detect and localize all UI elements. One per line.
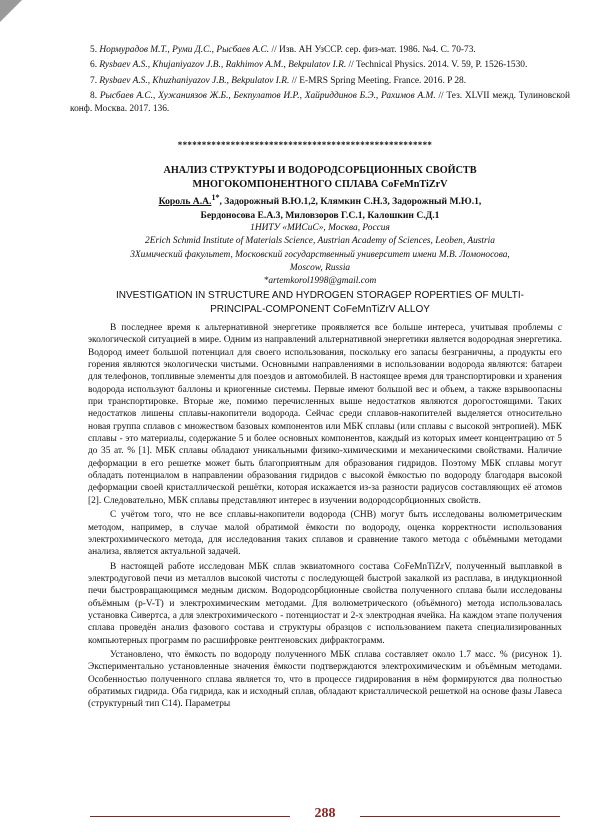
- article-header: [70, 164, 570, 316]
- body-paragraph: С учётом того, что не все сплавы-накопители водорода (СНВ) могут быть исследованы волюметрическим методом, например, в случае малой обратимой ёмкости по водороду, оценка корректности использования электрохимического метода, для исследования таких сплавов и сравнение такого метода с объёмными методами анализа, является актуальной задачей.: [88, 510, 562, 558]
- body-paragraph: Установлено, что ёмкость по водороду полученного МБК сплава составляет около 1.7 масс. % (рисунок 1). Экспериментально установленные значения ёмкости подтверждаются электрохимическим и объёмным методами. Особенностью полученного сплава является то, что в процессе гидрирования в нём формируются два полностью обратимых гидрида. Оба гидрида, как и исходный сплав, обладают кристаллической решеткой на основе фазы Лавеса (структурный тип С14). Параметры: [88, 649, 562, 710]
- reference-item: 5. Нормурадов М.Т., Руми Д.С., Рысбаев А.С. // Изв. АН УзССР. сер. физ-мат. 1986. №4. С. 70-73.: [90, 45, 476, 55]
- english-title-line: PRINCIPAL-COMPONENT CoFeMnTiZrV ALLOY: [210, 304, 430, 316]
- affiliation: 2Erich Schmid Institute of Materials Science, Austrian Academy of Sciences, Leoben, Austria: [145, 236, 495, 247]
- article-title-line: МНОГОКОМПОНЕНТНОГО СПЛАВА CoFeMnTiZrV: [192, 178, 448, 190]
- first-author: Король А.А.: [158, 196, 212, 208]
- author-list-line2: Бердоносова Е.А.3, Миловзоров Г.С.1, Калошкин С.Д.1: [200, 209, 440, 221]
- body-paragraph: В последнее время к альтернативной энергетике проявляется все больше интереса, учитывая проблемы с экологической ситуацией в мире. Одним из направлений альтернативной энергетики является водородная энергетика. Водород имеет большой потенциал для своего использования, поскольку его запасы безграничны, а продукты его горения являются экологически чистыми. Основными направлениями в использовании водорода являются: батареи для телефонов, топливные элементы для поездов и автомобилей. В настоящее время для транспортировки и хранения водорода используют баллоны и криогенные системы. Первые имеют большой вес и объем, а также взрывоопасны при транспортировке. Вторые же, помимо перечисленных выше недостатков являются дорогостоящими. Таких недостатков лишены сплавы-накопители водорода. Сейчас среди сплавов-накопителей выделяется относительно новая группа сплавов с множеством базовых компонентов или МБК сплавы (или сплавы с высокой энтропией). МБК сплавы - это материалы, содержание 5 и более основных компонентов, каждый из которых имеет концентрацию от 5 до 35 ат. % [1]. МБК сплавы обладают уникальными физико-химическими и механическими свойствами. Наличие деформации в его решетке может быть благоприятным для образования гидридов. Поэтому МБК сплавы могут обладать потенциалом в направлении образования гидридов с высокой ёмкостью по водороду благодаря высокой деформации своей кристаллической решётки, которая искажается из-за разности радиусов составляющих её атомов [2]. Следовательно, МБК сплавы представляют интерес в изучении водородсорбционных свойств.: [88, 323, 562, 506]
- article-title-line: АНАЛИЗ СТРУКТУРЫ И ВОДОРОДСОРБЦИОННЫХ СВОЙСТВ: [163, 165, 477, 176]
- reference-item: 8. Рысбаев А.С., Хужаниязов Ж.Б., Бекпулатов И.Р., Хайриддинов Б.Э., Рахимов А.М. // Тез. XLVII межд. Тулиновской конф. Москва. 2017. 136.: [70, 91, 571, 114]
- author-list-rest: , Задорожный В.Ю.1,2, Клямкин С.Н.3, Задорожный М.Ю.1,: [219, 196, 482, 208]
- reference-item: 7. Rysbaev A.S., Khuzhaniyazov J.B., Bekpulatov I.R. // E-MRS Spring Meeting. France. 2016. P 28.: [90, 75, 467, 86]
- english-title-line: INVESTIGATION IN STRUCTURE AND HYDROGEN STORAGEP ROPERTIES OF MULTI-: [115, 290, 524, 302]
- page-number: 288: [314, 806, 336, 821]
- reference-item: 6. Rysbaev A.S., Khujaniyazov J.B., Rakhimov A.M., Bekpulatov I.R. // Technical Physics. 2014. V. 59, P. 1526-1530.: [90, 60, 528, 71]
- author-email: *artemkorol1998@gmail.com: [263, 276, 377, 286]
- affiliation: 3Химический факультет, Московский государственный университет имени М.В. Ломоносова,: [130, 249, 510, 260]
- reference-list: [70, 44, 570, 118]
- affiliation: Moscow, Russia: [289, 262, 351, 273]
- page-footer: [90, 808, 560, 824]
- first-author-marker: 1*: [211, 193, 220, 202]
- page-corner-fold: [0, 0, 22, 22]
- section-separator: *****************************************************: [177, 140, 433, 150]
- article-body: [88, 322, 562, 713]
- body-paragraph: В настоящей работе исследован МБК сплав эквиатомного состава CoFeMnTiZrV, полученный выплавкой в электродуговой печи из металлов высокой чистоты с последующей быстрой закалкой из расплава, в индукционной печи быстровращающимся медным диском. Водородсорбционные свойства полученного сплава были исследованы объёмным (p-V-T) и электрохимическим методами. Для волюметрического (объёмного) метода использовалась установка Сивертса, а для электрохимического - потенциостат и 2-х электродная ячейка. На каждом этапе получения сплава проведён анализ фазового состава и структуры образцов с использованием пакета специализированных компьютерных программ по расшифровке рентгеновских дифрактограмм.: [88, 561, 562, 646]
- affiliation: 1НИТУ «МИСиС», Москва, Россия: [250, 223, 390, 234]
- author-list: [70, 191, 570, 209]
